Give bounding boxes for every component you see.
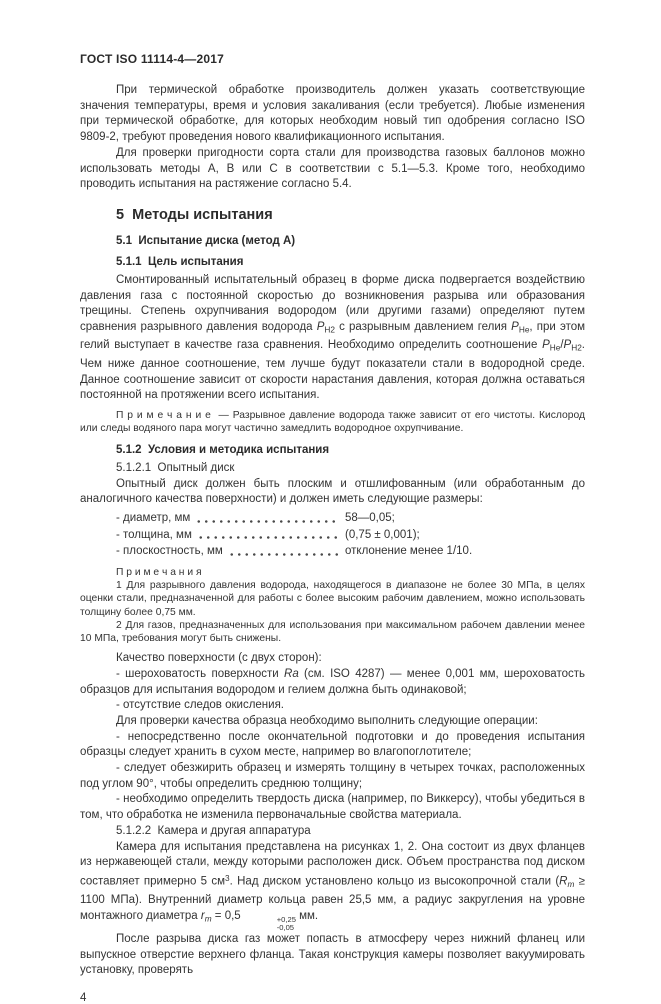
paragraph: - следует обезжирить образец и измерять толщину в четырех точках, расположенных под углом 90°, чтобы определить среднюю толщину;	[80, 762, 585, 790]
paragraph: Для проверки пригодности сорта стали для производства газовых баллонов можно использовать методы A, B или C в соответствии с 5.1—5.3. Кроме того, необходимо проводить испытания на растяжение согласно 5.4.	[80, 146, 585, 191]
note: 2 Для газов, предназначенных для использования при максимальном рабочем давлении менее 10 МПа, требования могут быть снижены.	[80, 619, 585, 644]
subsection-heading: 5.1.2 Условия и методика испытания	[116, 444, 330, 457]
subsection-heading: 5.1 Испытание диска (метод A)	[116, 234, 296, 247]
dimension-row	[80, 527, 585, 544]
dimension-value: отклонение менее 1/10.	[345, 545, 473, 558]
subsection-heading: 5.1.1 Цель испытания	[116, 256, 244, 269]
paragraph: Смонтированный испытательный образец в форме диска подвергается воздействию давления газа с постоянной скоростью до возникновения разрыва или образования трещины. Степень охрупчивания водородом (или другими газами) определяют путем сравнения разрывного давления водорода $P_{H2}$ с разрывным давлением гелия $P_{He}$, при этом гелий выступает в качестве газа сравнения. Необходимо определить соотношение $P_{He}/P_{H2}$. Чем ниже данное соотношение, тем лучше будут показатели стали в водородной среде. Данное соотношение зависит от скорости нарастания давления, которая должна оставаться постоянной на протяжении всего испытания.	[80, 274, 586, 402]
dimension-label: - диаметр, мм	[116, 512, 191, 525]
dot-leader	[197, 527, 340, 544]
note: П р и м е ч а н и е — Разрывное давление водорода также зависит от его чистоты. Кислород или следы водяного пара могут частично замедлить водородное охрупчивание.	[80, 409, 585, 435]
paragraph: После разрыва диска газ может попасть в атмосферу через нижний фланец или выпускное отверстие верхнего фланца. Такая конструкция камеры позволяет вакуумировать установку, проверять	[80, 933, 585, 977]
note-title: П р и м е ч а н и я	[116, 566, 202, 578]
clause-heading: 5.1.2.2 Камера и другая аппаратура	[116, 824, 311, 837]
dot-leader	[228, 543, 340, 560]
dimension-value: (0,75 ± 0,001);	[345, 528, 420, 541]
dimension-label: - толщина, мм	[116, 528, 192, 541]
paragraph: - отсутствие следов окисления.	[116, 699, 285, 712]
dimension-label: - плоскостность, мм	[116, 545, 223, 558]
note: 1 Для разрывного давления водорода, находящегося в диапазоне не более 30 МПа, в целях оценки стали, предназначенной для работы с более высоким рабочим давлением, можно использовать толщину более 0,75 мм.	[80, 580, 585, 618]
section-heading: 5 Методы испытания	[116, 206, 273, 223]
dimension-row	[80, 543, 585, 560]
paragraph: Камера для испытания представлена на рисунках 1, 2. Она состоит из двух фланцев из нержавеющей стали, между которыми расположен диск. Объем пространства под диском составляет примерно 5 $см^3$. Над диском установлено кольцо из высокопрочной стали ($R_m \ge 1100$ МПа). Внутренний диаметр кольца равен 25,5 мм, а радиус закругления на уровне монтажного диаметра $r_m = 0,5$ +0,25 -0,05 мм.	[80, 840, 585, 933]
paragraph: Для проверки качества образца необходимо выполнить следующие операции:	[116, 714, 538, 727]
running-header: ГОСТ ISO 11114-4—2017	[80, 52, 224, 66]
paragraph: Опытный диск должен быть плоским и отшлифованным (или обработанным до аналогичного качества поверхности) и должен иметь следующие размеры:	[80, 477, 585, 506]
document-body	[80, 83, 585, 979]
dimension-row	[80, 510, 585, 527]
paragraph: - непосредственно после окончательной подготовки и до проведения испытания образцы следует хранить в сухом месте, например во влагопоглотителе;	[80, 730, 585, 759]
dimension-value: 58—0,05;	[345, 512, 395, 525]
clause-heading: 5.1.2.1 Опытный диск	[116, 462, 235, 475]
paragraph: При термической обработке производитель должен указать соответствующие значения температуры, время и условия закаливания (если требуется). Любые изменения при термической обработке, для которых необходим новый тип одобрения согласно ISO 9809-2, требуют проведения нового квалификационного испытания.	[80, 84, 585, 144]
dot-leader	[195, 510, 340, 527]
paragraph: - шероховатость поверхности Ra (см. ISO 4287) — менее 0,001 мм, шероховатость образцов для испытания водородом и гелием должна быть одинаковой;	[80, 667, 585, 696]
paragraph: - необходимо определить твердость диска (например, по Виккерсу), чтобы убедиться в том, что обработка не изменила первоначальные свойства материала.	[80, 793, 585, 822]
paragraph: Качество поверхности (с двух сторон):	[116, 652, 322, 665]
tolerance-stack: +0,25 -0,05	[276, 915, 296, 933]
page-number: 4	[80, 992, 87, 1004]
